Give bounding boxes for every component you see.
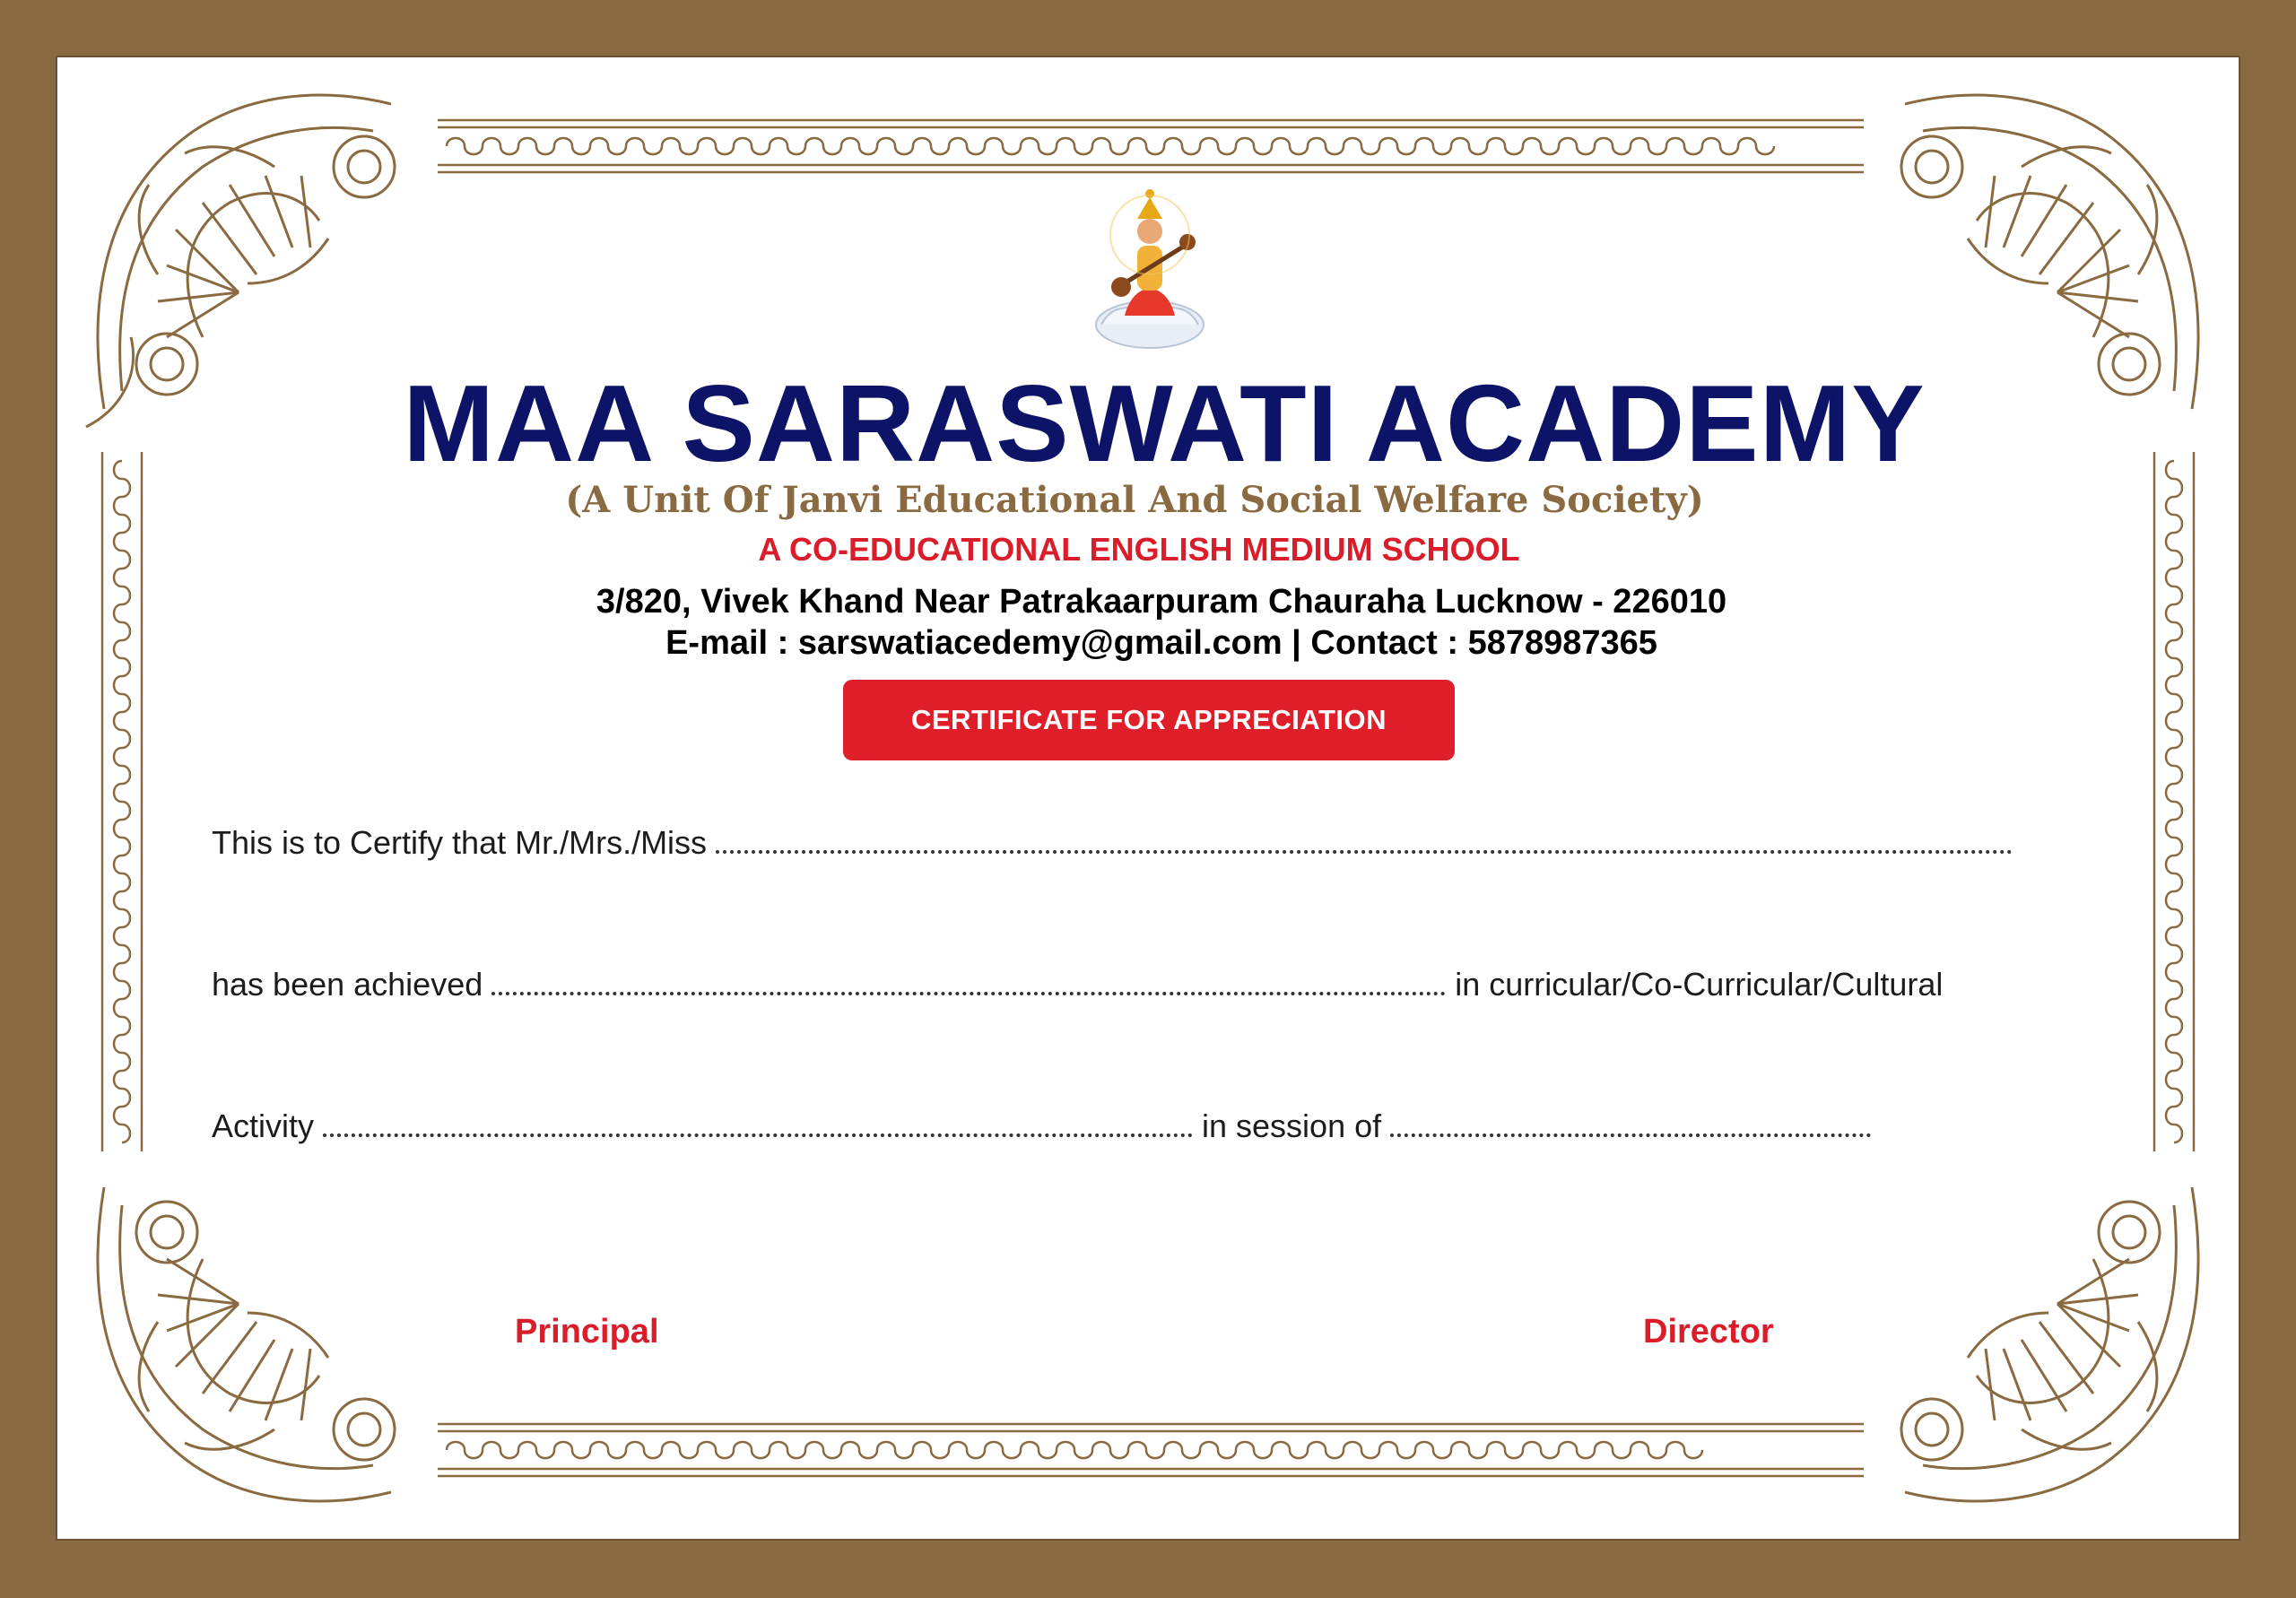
achievement-blank[interactable] <box>491 968 1446 995</box>
activity-line <box>212 1107 1880 1146</box>
achievement-line-label: has been achieved <box>212 966 483 1003</box>
school-contact: E-mail : sarswatiacedemy@gmail.com | Contact : 5878987365 <box>665 624 1657 662</box>
bottom-border-band <box>438 1419 1864 1481</box>
achievement-line <box>212 965 1943 1004</box>
corner-ornament-icon <box>68 1151 445 1528</box>
certificate-paper <box>56 56 2240 1541</box>
top-border-band <box>438 115 1864 178</box>
recipient-name-blank[interactable] <box>716 827 2013 854</box>
session-blank[interactable] <box>1390 1110 1871 1137</box>
school-name-title: MAA SARASWATI ACADEMY <box>403 362 1926 484</box>
activity-line-label: Activity <box>212 1107 315 1144</box>
saraswati-emblem-icon <box>1089 181 1211 353</box>
certificate-title-badge: CERTIFICATE FOR APPRECIATION <box>843 680 1455 760</box>
achievement-line-suffix: in curricular/Co-Curricular/Cultural <box>1455 966 1944 1003</box>
director-signature-label: Director <box>1643 1313 1774 1350</box>
principal-signature-label: Principal <box>515 1313 659 1350</box>
recipient-line-label: This is to Certify that Mr./Mrs./Miss <box>212 824 708 861</box>
session-label: in session of <box>1202 1107 1382 1144</box>
school-address: 3/820, Vivek Khand Near Patrakaarpuram Chauraha Lucknow - 226010 <box>596 583 1727 621</box>
recipient-line <box>212 823 2022 863</box>
society-subtitle: (A Unit Of Janvi Educational And Social Welfare Society) <box>565 479 1704 521</box>
activity-blank[interactable] <box>323 1110 1193 1137</box>
school-tagline: A CO-EDUCATIONAL ENGLISH MEDIUM SCHOOL <box>758 531 1520 568</box>
corner-ornament-icon <box>1851 1151 2228 1528</box>
